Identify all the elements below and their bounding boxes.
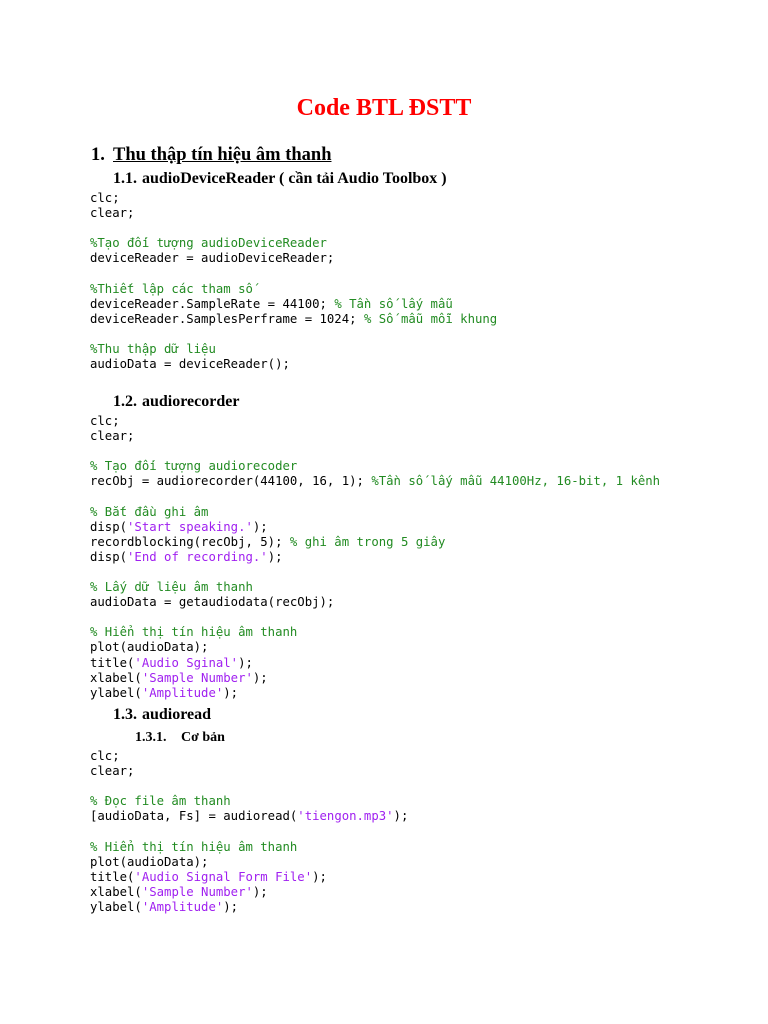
code-line [90, 236, 497, 251]
code-text: ); [223, 685, 239, 700]
code-line [90, 779, 408, 794]
code-comment: %Tạo đối tượng audioDeviceReader [90, 236, 327, 251]
code-text: clear; [90, 764, 135, 779]
code-text: ); [393, 809, 409, 824]
code-line [90, 686, 660, 701]
code-string: 'tiengon.mp3' [297, 809, 394, 824]
code-line [90, 266, 497, 281]
document-title: Code BTL ĐSTT [296, 95, 472, 121]
code-string: 'Start speaking.' [127, 519, 253, 534]
code-line [90, 656, 660, 671]
code-line [90, 794, 408, 809]
code-string: 'Amplitude' [141, 899, 224, 914]
code-line [90, 809, 408, 824]
code-text: disp( [90, 519, 128, 534]
code-text: clc; [90, 749, 120, 763]
section-title: Thu thập tín hiệu âm thanh [113, 145, 332, 165]
code-text: ); [267, 549, 283, 564]
code-text: audioData = deviceReader(); [90, 357, 290, 372]
code-string: 'Sample Number' [141, 670, 253, 685]
code-text: title( [90, 869, 135, 884]
code-text: plot(audioData); [90, 854, 209, 869]
code-string: 'Audio Sginal' [134, 655, 239, 670]
code-line [90, 625, 660, 640]
code-line [90, 855, 408, 870]
code-line [90, 870, 408, 885]
code-text: deviceReader.SampleRate = 44100; [90, 296, 335, 311]
code-comment: %Thu thập dữ liệu [90, 341, 216, 356]
code-line [90, 342, 497, 357]
section-number: 1. [91, 145, 105, 165]
code-block [90, 414, 660, 701]
code-text: clc; [90, 191, 120, 205]
code-line [90, 840, 408, 855]
code-line [90, 429, 660, 444]
subsection-number: 1.1. [113, 170, 137, 187]
code-comment: % Tạo đối tượng audiorecoder [90, 459, 298, 474]
subsection-title: audioDeviceReader ( cần tải Audio Toolbox ) [142, 170, 447, 187]
code-line [90, 474, 660, 489]
code-line [90, 357, 497, 372]
code-line [90, 610, 660, 625]
code-text: ); [252, 519, 268, 534]
code-line [90, 414, 660, 429]
code-text: clear; [90, 429, 135, 444]
code-text: xlabel( [90, 884, 142, 899]
code-text: ); [252, 670, 268, 685]
code-text: ); [223, 899, 239, 914]
code-text: disp( [90, 549, 128, 564]
code-text: title( [90, 655, 135, 670]
code-block [90, 749, 408, 915]
code-comment: % Hiển thị tín hiệu âm thanh [90, 625, 298, 640]
code-line [90, 671, 660, 686]
code-line [90, 505, 660, 520]
code-line [90, 459, 660, 474]
code-line [90, 565, 660, 580]
code-line [90, 824, 408, 839]
code-string: 'Amplitude' [141, 685, 224, 700]
code-comment: % Đọc file âm thanh [90, 794, 231, 809]
code-text: clc; [90, 414, 120, 428]
code-line [90, 327, 497, 342]
code-line [90, 535, 660, 550]
code-text: [audioData, Fs] = audioread( [90, 809, 298, 824]
subsubsection-title: Cơ bản [181, 730, 225, 745]
code-line [90, 444, 660, 459]
subsection-heading-1-2 [113, 392, 239, 412]
code-text: deviceReader = audioDeviceReader; [90, 251, 335, 266]
code-text: recObj = audiorecorder(44100, 16, 1); [90, 474, 372, 489]
code-line [90, 221, 497, 236]
section-heading-1 [91, 143, 332, 167]
code-line [90, 900, 408, 915]
code-text: recordblocking(recObj, 5); [90, 534, 290, 549]
code-line [90, 550, 660, 565]
code-text: ); [238, 655, 253, 670]
code-line [90, 580, 660, 595]
code-string: 'End of recording.' [127, 549, 268, 564]
code-text: ); [312, 869, 327, 884]
code-line [90, 595, 660, 610]
subsubsection-number: 1.3.1. [135, 730, 167, 745]
subsection-title: audioread [142, 706, 212, 723]
code-line [90, 282, 497, 297]
subsection-number: 1.3. [113, 706, 137, 723]
code-comment: % Lấy dữ liệu âm thanh [90, 580, 253, 595]
subsection-heading-1-3 [113, 705, 211, 725]
code-comment: % Tần số lấy mẫu [334, 296, 453, 311]
subsection-title: audiorecorder [142, 393, 240, 410]
code-comment: % Số mẫu mỗi khung [363, 311, 498, 326]
code-text: ylabel( [90, 685, 142, 700]
code-comment: %Tần số lấy mẫu 44100Hz, 16-bit, 1 kênh [371, 474, 661, 489]
code-line [90, 640, 660, 655]
code-string: 'Audio Signal Form File' [134, 869, 313, 884]
code-line [90, 885, 408, 900]
subsection-number: 1.2. [113, 393, 137, 410]
code-line [90, 206, 497, 221]
code-line [90, 749, 408, 764]
code-line [90, 764, 408, 779]
code-text: xlabel( [90, 670, 142, 685]
code-comment: % Bắt đầu ghi âm [90, 504, 209, 519]
code-line [90, 489, 660, 504]
code-line [90, 312, 497, 327]
code-text: audioData = getaudiodata(recObj); [90, 595, 335, 610]
subsubsection-heading-1-3-1 [135, 729, 225, 747]
subsection-heading-1-1 [113, 169, 447, 189]
code-line [90, 191, 497, 206]
code-line [90, 251, 497, 266]
code-comment: % Hiển thị tín hiệu âm thanh [90, 839, 298, 854]
code-text: clear; [90, 206, 135, 221]
code-string: 'Sample Number' [141, 884, 253, 899]
code-comment: %Thiết lập các tham số [90, 281, 253, 296]
code-line [90, 297, 497, 312]
code-line [90, 520, 660, 535]
code-text: ); [252, 884, 268, 899]
code-text: deviceReader.SamplesPerframe = 1024; [90, 311, 364, 326]
code-comment: % ghi âm trong 5 giây [289, 534, 446, 549]
code-block [90, 191, 497, 372]
code-text: plot(audioData); [90, 640, 209, 655]
code-text: ylabel( [90, 899, 142, 914]
